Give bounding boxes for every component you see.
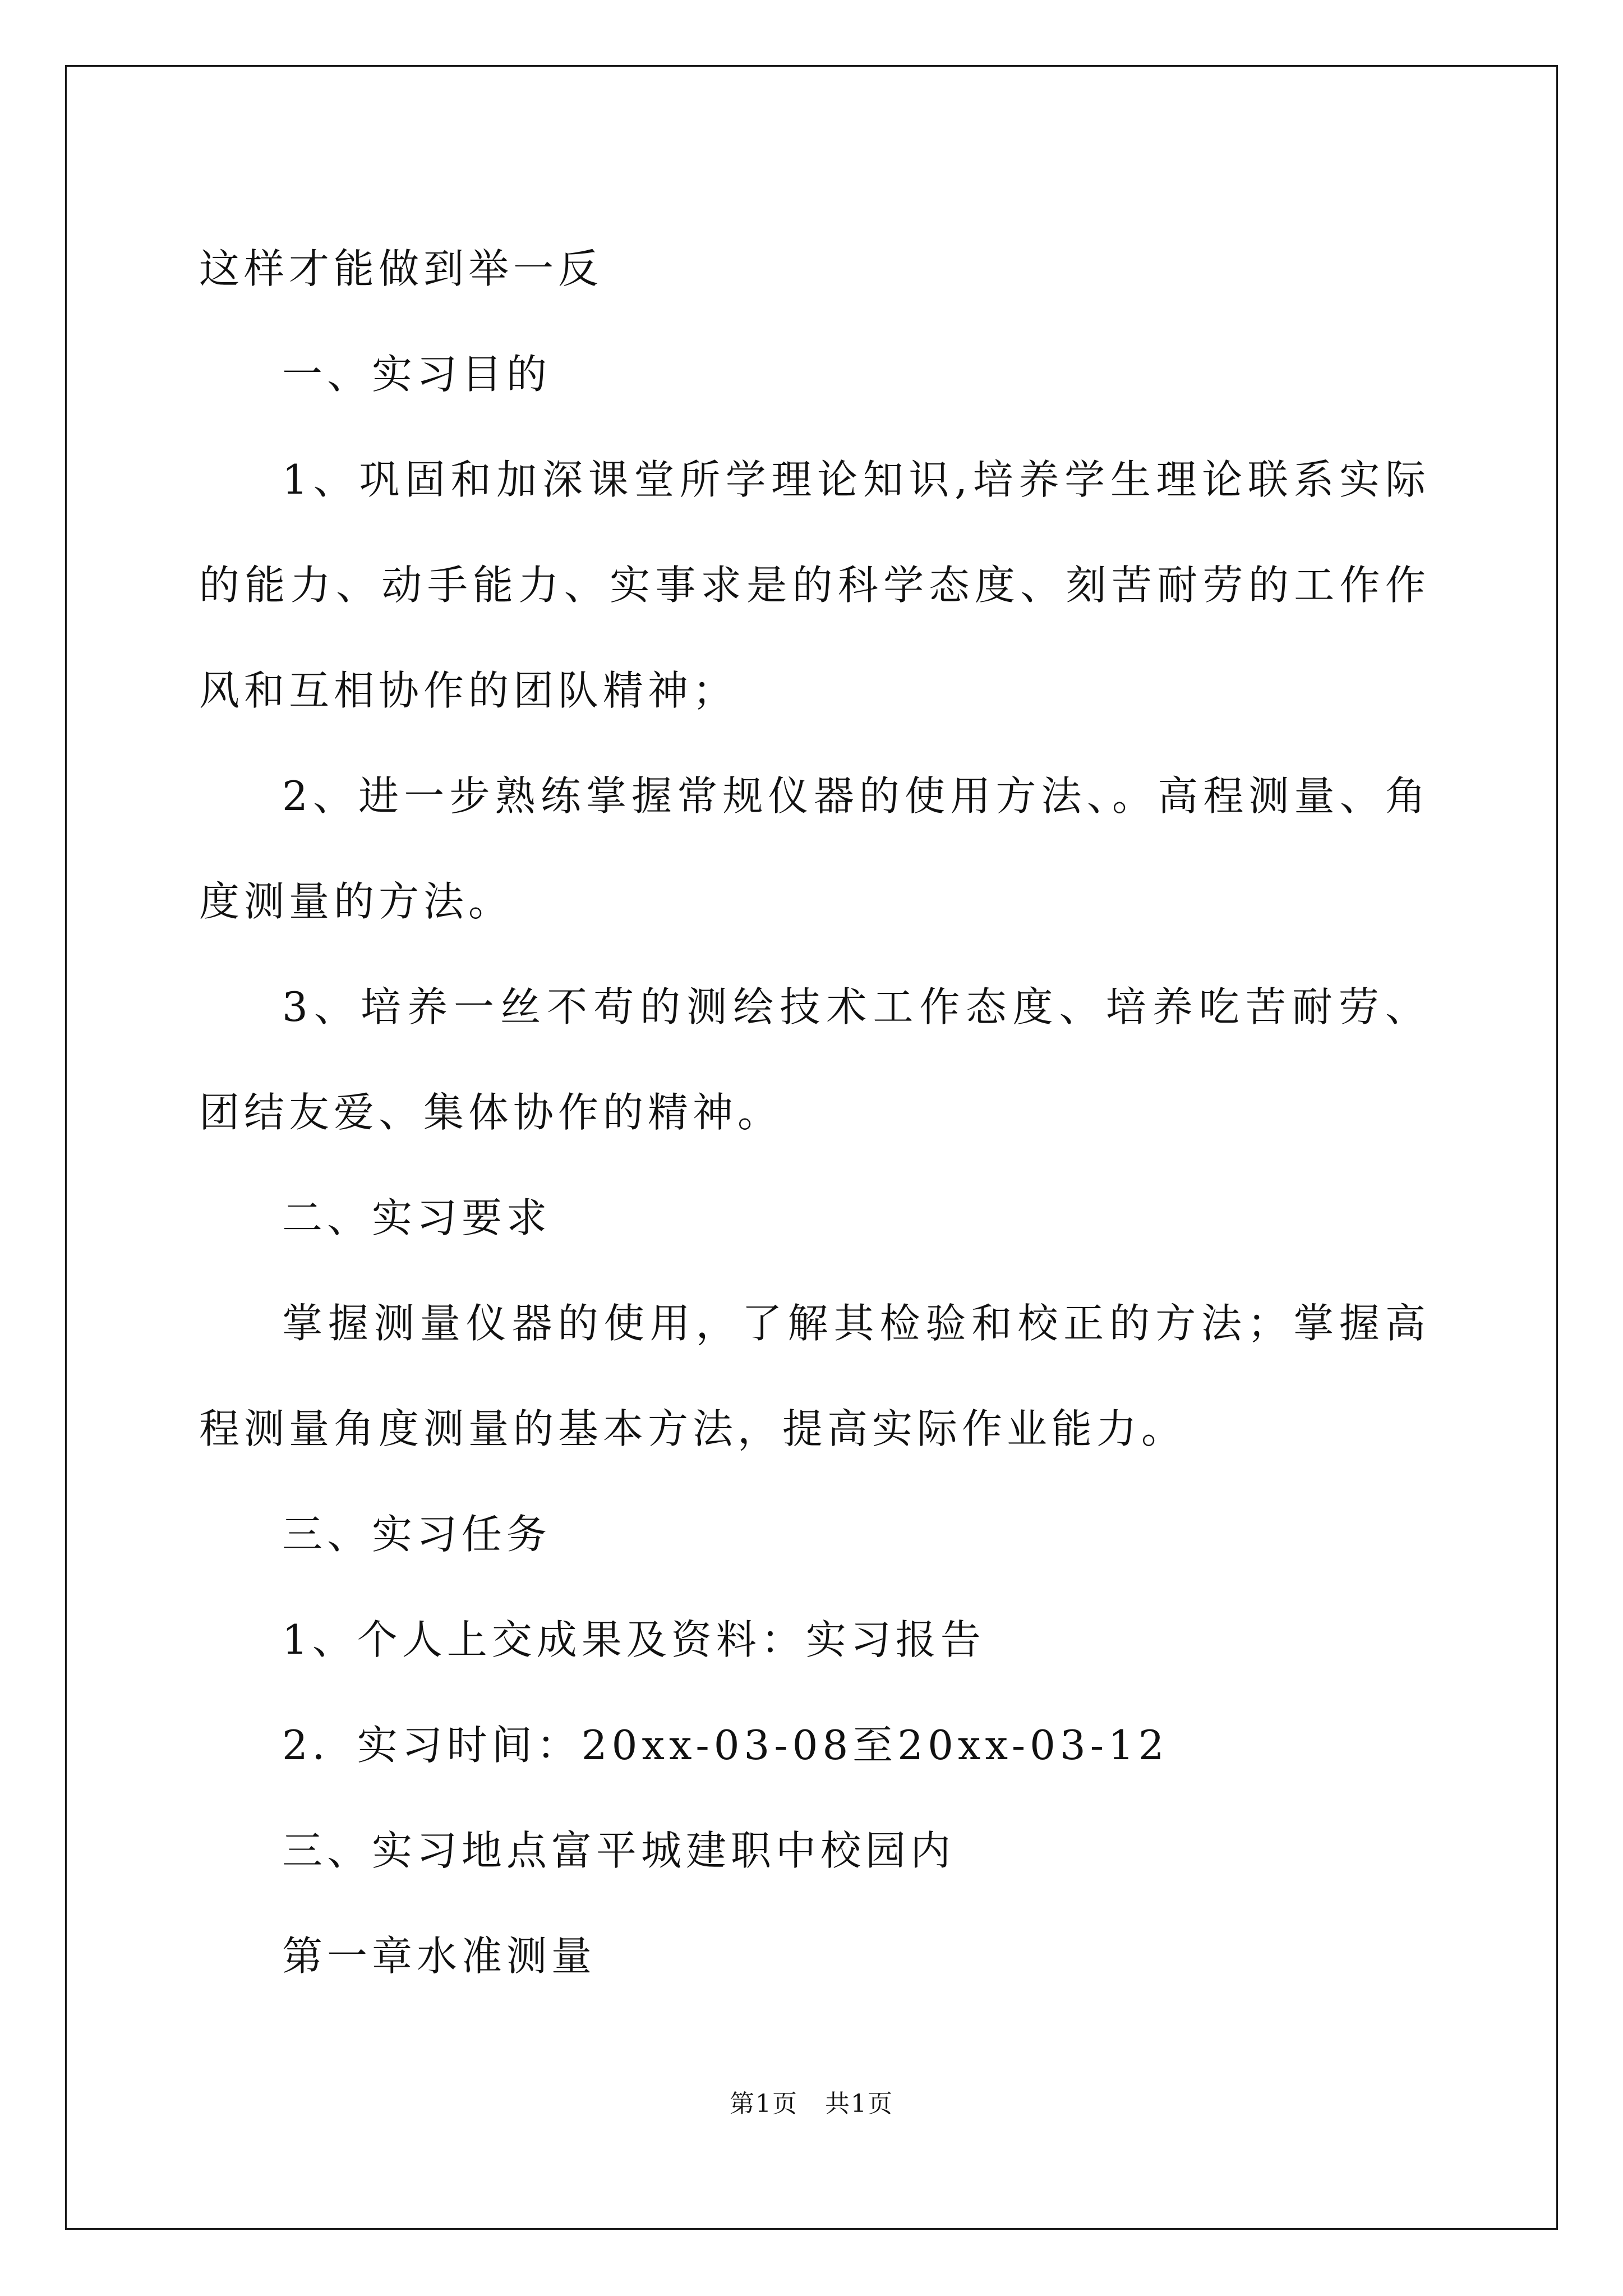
- paragraph-purpose-1: 1、巩固和加深课堂所学理论知识,培养学生理论联系实际的能力、动手能力、实事求是的科学态度、刻苦耐劳的工作作风和互相协作的团队精神；: [199, 456, 1430, 714]
- page-footer: [0, 2083, 1623, 2119]
- paragraph-purpose-2: 2、进一步熟练掌握常规仪器的使用方法、。高程测量、角度测量的方法。: [199, 772, 1430, 925]
- heading-chapter-1: 第一章水准测量: [282, 1932, 597, 1980]
- paragraph-purpose-3: 3、培养一丝不苟的测绘技术工作态度、培养吃苦耐劳、团结友爱、集体协作的精神。: [199, 983, 1430, 1136]
- paragraph-requirements: 掌握测量仪器的使用，了解其检验和校正的方法；掌握高程测量角度测量的基本方法，提高实际作业能力。: [199, 1300, 1430, 1452]
- heading-internship-requirements: 二、实习要求: [282, 1194, 552, 1241]
- document-body: [199, 216, 1430, 2009]
- page-total: 共1页: [824, 2090, 893, 2118]
- paragraph-internship-location: 三、实习地点富平城建职中校园内: [282, 1827, 956, 1874]
- paragraph-internship-time: 2．实习时间：20xx-03-08至20xx-03-12: [282, 1722, 1169, 1769]
- heading-internship-purpose: 一、实习目的: [282, 351, 552, 398]
- heading-internship-tasks: 三、实习任务: [282, 1511, 552, 1558]
- page-number: 第1页: [730, 2090, 799, 2118]
- paragraph-intro-fragment: 这样才能做到举一反: [199, 245, 603, 292]
- paragraph-task-1: 1、个人上交成果及资料：实习报告: [282, 1616, 985, 1663]
